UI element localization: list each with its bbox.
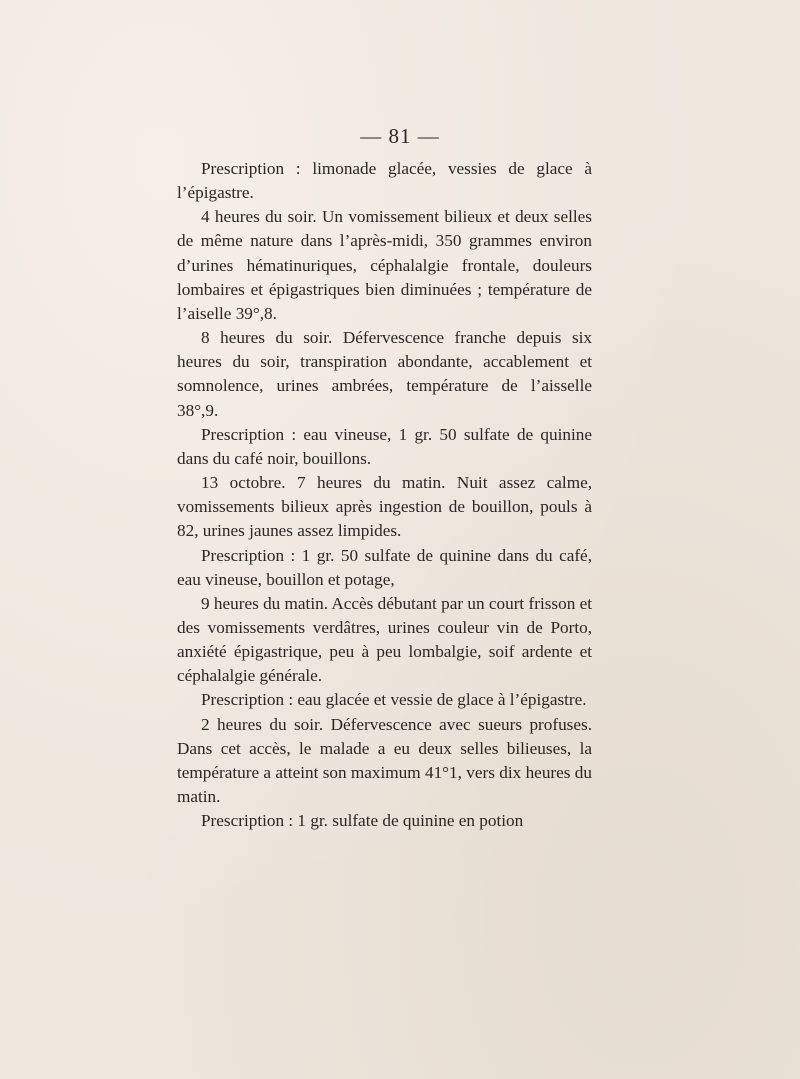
page-number: — 81 — bbox=[360, 124, 440, 148]
paragraph: Prescription : eau glacée et vessie de glace à l’épigastre. bbox=[201, 690, 587, 710]
paragraph: Prescription : 1 gr. 50 sulfate de quinine dans du café, eau vineuse, bouillon et potage, bbox=[177, 545, 592, 589]
paragraph: Prescription : eau vineuse, 1 gr. 50 sulfate de quinine dans du café noir, bouillons. bbox=[177, 424, 592, 468]
paragraph: 8 heures du soir. Défervescence franche depuis six heures du soir, transpiration abondante, accablement et somnolence, urines ambrées, température de l’aisselle 38°,9. bbox=[177, 328, 592, 420]
body-text bbox=[177, 157, 592, 833]
paragraph: Prescription : 1 gr. sulfate de quinine en potion bbox=[201, 811, 524, 831]
paragraph: 13 octobre. 7 heures du matin. Nuit assez calme, vomissements bilieux après ingestion de bouillon, pouls à 82, urines jaunes assez limpides. bbox=[177, 473, 592, 541]
paragraph: 4 heures du soir. Un vomissement bilieux et deux selles de même nature dans l’après-midi, 350 grammes environ d’urines hématinuriques, céphalalgie frontale, douleurs lombaires et épigastriques bien diminuées ; température de l’aiselle 39°,8. bbox=[177, 207, 592, 323]
paragraph: Prescription : limonade glacée, vessies de glace à l’épigastre. bbox=[177, 159, 592, 203]
paragraph: 2 heures du soir. Défervescence avec sueurs profuses. Dans cet accès, le malade a eu deux selles bilieuses, la température a atteint son maximum 41°1, vers dix heures du matin. bbox=[177, 714, 592, 807]
paragraph: 9 heures du matin. Accès débutant par un court frisson et des vomissements verdâtres, urines couleur vin de Porto, anxiété épigastrique, peu à peu lombalgie, soif ardente et céphalalgie générale. bbox=[177, 593, 592, 686]
